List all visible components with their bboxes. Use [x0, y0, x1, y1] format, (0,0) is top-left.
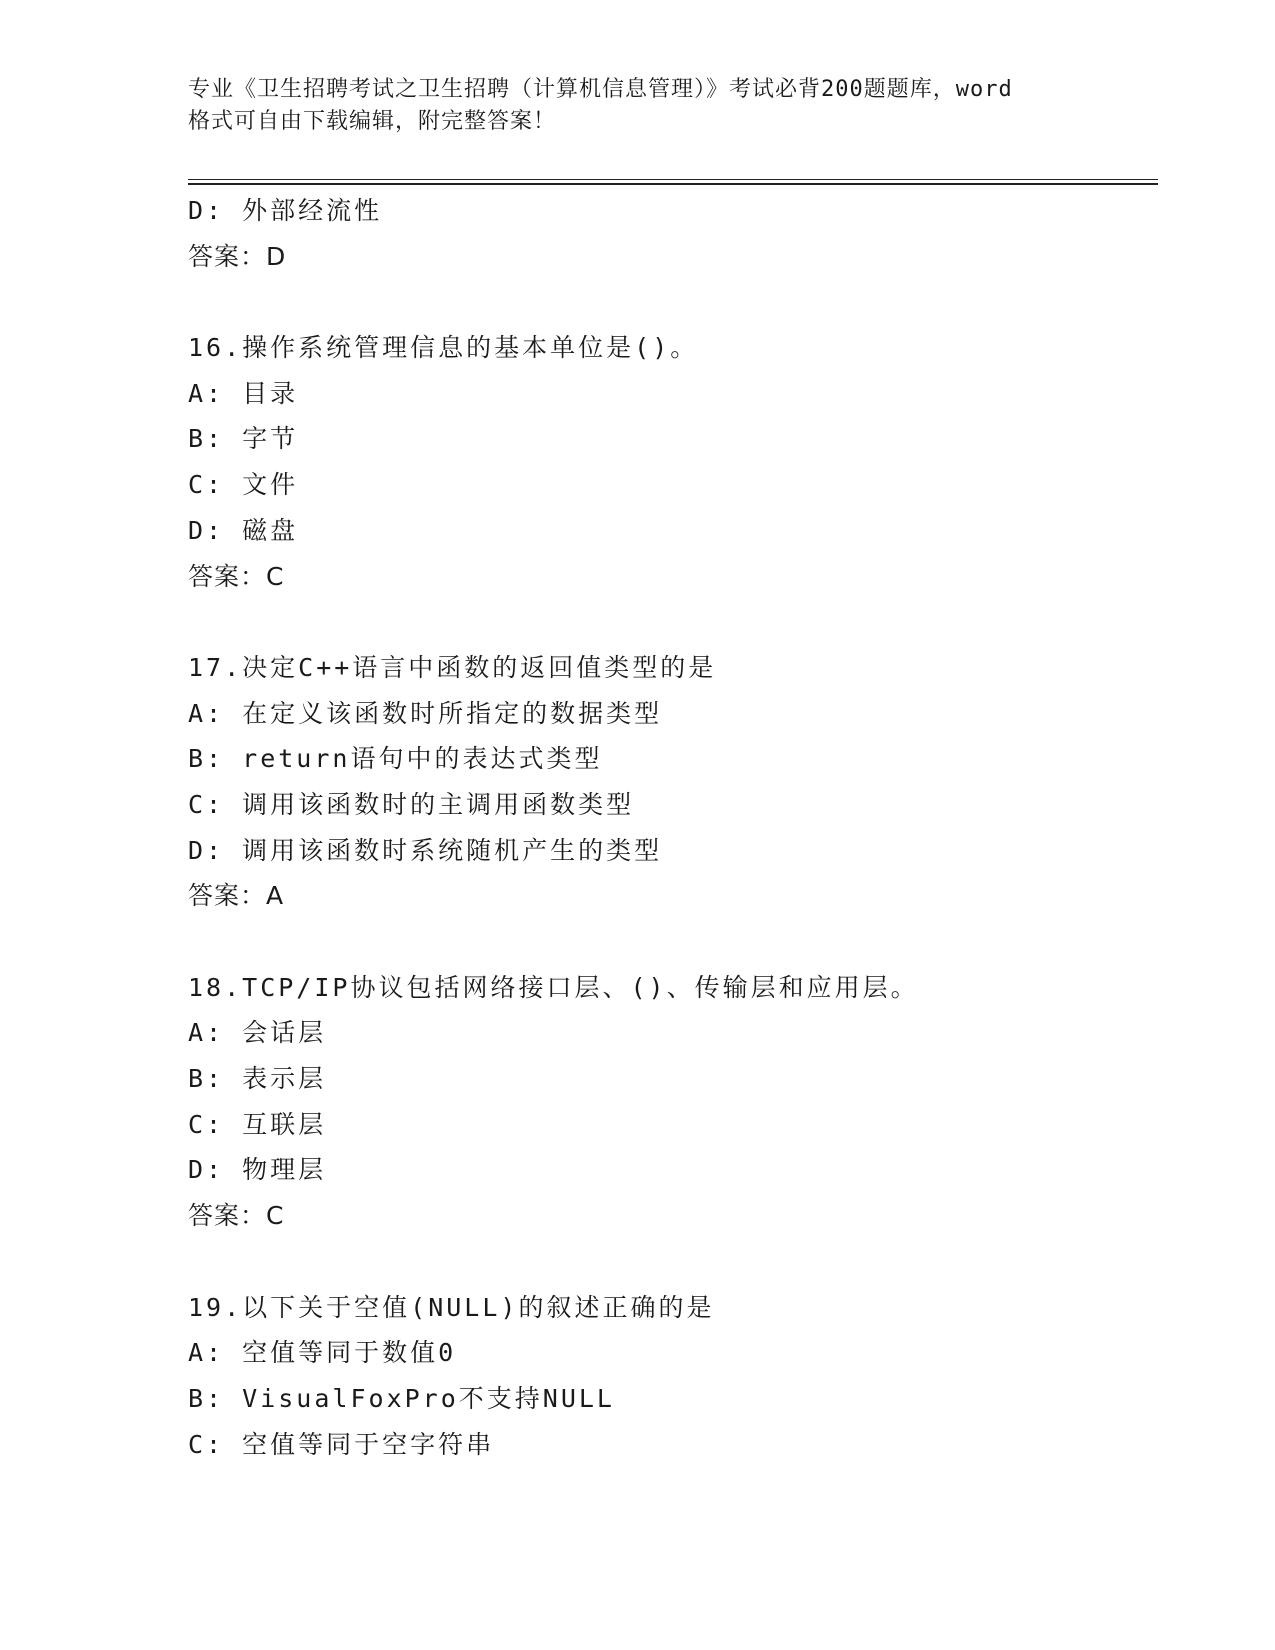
document-header: [188, 74, 1088, 138]
answer-line: 答案：A: [188, 881, 285, 911]
question-text: 19.以下关于空值(NULL)的叙述正确的是: [188, 1292, 715, 1322]
option-c: C: 调用该函数时的主调用函数类型: [188, 789, 635, 819]
question-text: 17.决定C++语言中函数的返回值类型的是: [188, 652, 717, 682]
option-c: C: 空值等同于空字符串: [188, 1429, 495, 1459]
option-c: C: 互联层: [188, 1109, 327, 1139]
question-list: [188, 188, 1148, 1467]
spacer: [188, 919, 1148, 965]
header-divider-thin: [188, 179, 1158, 180]
answer-line: 答案：D: [188, 241, 287, 271]
spacer: [188, 279, 1148, 325]
header-title-line-2: 格式可自由下载编辑，附完整答案！: [188, 109, 557, 134]
question-fragment-15: [188, 188, 1148, 279]
option-d: D: 物理层: [188, 1155, 327, 1185]
header-title-line-1: 专业《卫生招聘考试之卫生招聘（计算机信息管理）》考试必背200题题库，word: [188, 77, 1013, 102]
question-18: [188, 965, 1148, 1239]
spacer: [188, 1239, 1148, 1285]
option-c: C: 文件: [188, 470, 299, 500]
answer-line: 答案：C: [188, 1201, 285, 1231]
question-text: 16.操作系统管理信息的基本单位是()。: [188, 333, 699, 363]
spacer: [188, 599, 1148, 645]
option-a: A: 会话层: [188, 1018, 327, 1048]
answer-line: 答案：C: [188, 561, 285, 591]
question-16: [188, 325, 1148, 599]
option-a: A: 在定义该函数时所指定的数据类型: [188, 698, 663, 728]
option-b: B: return语句中的表达式类型: [188, 744, 603, 774]
header-divider-thick: [188, 183, 1158, 185]
question-19: [188, 1285, 1148, 1468]
option-d: D: 磁盘: [188, 515, 299, 545]
question-17: [188, 645, 1148, 919]
option-a: A: 空值等同于数值0: [188, 1338, 457, 1368]
option-b: B: 字节: [188, 424, 299, 454]
question-text: 18.TCP/IP协议包括网络接口层、()、传输层和应用层。: [188, 972, 919, 1002]
option-b: B: VisualFoxPro不支持NULL: [188, 1383, 615, 1413]
option-b: B: 表示层: [188, 1064, 327, 1094]
option-a: A: 目录: [188, 378, 299, 408]
option-d: D: 外部经流性: [188, 196, 383, 225]
option-d: D: 调用该函数时系统随机产生的类型: [188, 835, 663, 865]
